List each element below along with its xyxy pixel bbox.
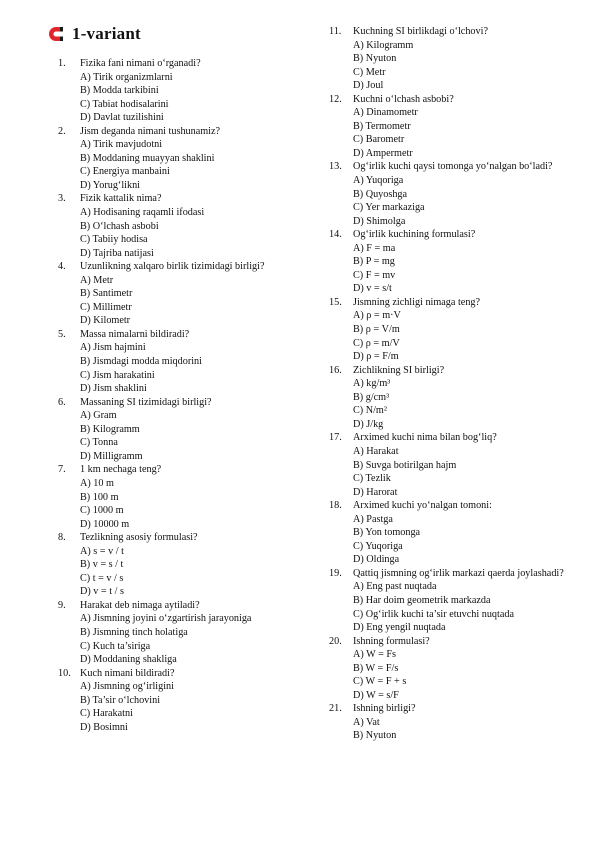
answer-option: C) Jism harakatini: [80, 369, 155, 381]
answer-option: A) Vat: [353, 716, 380, 728]
answer-option: A) Dinamometr: [353, 107, 418, 119]
answer-option: D) Davlat tuzilishini: [80, 112, 164, 124]
question-row: [329, 160, 579, 174]
answer-option: A) Jism hajmini: [80, 342, 146, 354]
answer-option: C) 1000 m: [80, 505, 124, 517]
answer-option: B) Yon tomonga: [353, 527, 421, 539]
question-row: [329, 228, 579, 242]
question-number: 8.: [58, 532, 66, 544]
question-number: 18.: [329, 500, 342, 512]
question-number: 6.: [58, 396, 66, 408]
question-row: [329, 567, 579, 581]
answer-option: B) 100 m: [80, 491, 119, 503]
answer-option: D) Yorug‘likni: [80, 179, 140, 191]
question-number: 16.: [329, 364, 342, 376]
question-item: [58, 396, 308, 464]
question-row: [329, 25, 579, 39]
question-number: 19.: [329, 567, 342, 579]
question-row: [58, 125, 308, 139]
answer-option: A) ρ = m·V: [353, 310, 401, 322]
question-item: [329, 499, 579, 567]
answer-option: D) J/kg: [353, 418, 384, 430]
answer-option: C) Tezlik: [353, 473, 391, 485]
question-text: Kuchning SI birlikdagi o‘lchovi?: [353, 26, 488, 37]
answer-option: B) P = mg: [353, 256, 395, 268]
question-text: 1 km nechaga teng?: [80, 464, 162, 476]
answer-option: A) W = Fs: [353, 649, 397, 661]
answer-option: A) Yuqoriga: [353, 175, 404, 187]
question-text: Fizika fani nimani o‘rganadi?: [80, 58, 201, 69]
answer-option: A) F = ma: [353, 242, 396, 254]
right-column: [329, 25, 579, 743]
answer-option: C) Tonna: [80, 437, 118, 449]
question-item: [329, 567, 579, 635]
answer-option: B) Har doim geometrik markazda: [353, 594, 491, 606]
question-item: [329, 431, 579, 499]
question-text: Og‘irlik kuchining formulasi?: [353, 229, 476, 241]
question-number: 5.: [58, 328, 66, 340]
answer-option: D) Moddaning shakliga: [80, 654, 177, 666]
question-row: [58, 260, 308, 274]
answer-option: B) Suvga botirilgan hajm: [353, 459, 457, 471]
question-text: Og‘irlik kuchi qaysi tomonga yo‘nalgan bo‘ladi?: [353, 161, 553, 173]
question-item: [58, 260, 308, 328]
answer-option: B) v = s / t: [80, 559, 124, 571]
question-row: [58, 463, 308, 477]
question-item: [58, 57, 308, 125]
question-item: [58, 463, 308, 531]
answer-option: B) W = F/s: [353, 662, 399, 674]
question-number: 12.: [329, 93, 342, 105]
answer-option: C) W = F + s: [353, 676, 407, 688]
answer-option: B) Moddaning muayyan shaklini: [80, 152, 215, 164]
answer-option: B) Santimetr: [80, 288, 133, 300]
answer-option: C) N/m²: [353, 405, 387, 417]
question-row: [58, 57, 308, 71]
question-row: [58, 192, 308, 206]
question-number: 17.: [329, 432, 342, 444]
question-number: 9.: [58, 599, 66, 611]
answer-option: A) Jismning og‘irligini: [80, 681, 174, 693]
answer-option: C) Harakatni: [80, 708, 133, 720]
question-number: 10.: [58, 667, 71, 679]
magnet-logo-icon: [46, 24, 66, 44]
answer-option: C) Metr: [353, 66, 386, 78]
question-row: [58, 328, 308, 342]
answer-option: B) g/cm³: [353, 391, 390, 403]
answer-option: A) Metr: [80, 274, 114, 286]
answer-option: C) Yuqoriga: [353, 540, 403, 552]
answer-option: B) Nyuton: [353, 53, 397, 65]
question-item: [58, 125, 308, 193]
answer-option: D) ρ = F/m: [353, 351, 399, 363]
answer-option: B) Modda tarkibini: [80, 85, 159, 97]
answer-option: B) Jismning tinch holatiga: [80, 626, 188, 638]
question-item: [329, 635, 579, 703]
answer-option: C) Millimetr: [80, 301, 132, 313]
question-row: [329, 702, 579, 716]
answer-option: D) v = t / s: [80, 586, 124, 598]
question-text: Kuchni o‘lchash asbobi?: [353, 93, 454, 105]
question-text: Massaning SI tizimidagi birligi?: [80, 396, 212, 408]
question-text: Tezlikning asosiy formulasi?: [80, 532, 198, 544]
answer-option: C) Barometr: [353, 134, 405, 146]
answer-option: A) kg/m³: [353, 378, 391, 390]
answer-option: D) 10000 m: [80, 518, 130, 530]
answer-option: A) Eng past nuqtada: [353, 581, 437, 593]
answer-option: C) F = mv: [353, 269, 396, 281]
answer-option: A) Pastga: [353, 513, 393, 525]
answer-option: A) Hodisaning raqamli ifodasi: [80, 207, 205, 219]
question-text: Massa nimalarni bildiradi?: [80, 328, 190, 340]
question-row: [329, 93, 579, 107]
question-item: [58, 667, 308, 735]
question-item: [329, 364, 579, 432]
answer-option: D) v = s/t: [353, 283, 392, 295]
question-text: Ishning formulasi?: [353, 635, 430, 647]
question-row: [329, 635, 579, 649]
answer-option: A) Tirik organizmlarni: [80, 71, 173, 83]
answer-option: A) s = v / t: [80, 545, 124, 557]
answer-option: B) Termometr: [353, 120, 411, 132]
answer-option: C) Og‘irlik kuchi ta’sir etuvchi nuqtada: [353, 608, 514, 620]
question-text: Arximed kuchi nima bilan bog‘liq?: [353, 432, 497, 444]
question-text: Ishning birligi?: [353, 703, 416, 715]
question-text: Harakat deb nimaga aytiladi?: [80, 599, 200, 611]
question-text: Qattiq jismning og‘irlik markazi qaerda joylashadi?: [353, 567, 564, 579]
answer-option: A) Tirik mavjudotni: [80, 139, 163, 151]
question-row: [58, 531, 308, 545]
question-text: Kuch nimani bildiradi?: [80, 667, 175, 679]
question-row: [329, 296, 579, 310]
question-row: [58, 599, 308, 613]
answer-option: C) Kuch ta’siriga: [80, 640, 151, 652]
answer-option: D) W = s/F: [353, 689, 399, 701]
question-item: [329, 228, 579, 296]
answer-option: C) ρ = m/V: [353, 337, 400, 349]
answer-option: B) Jismdagi modda miqdorini: [80, 356, 202, 368]
question-item: [329, 25, 579, 93]
question-text: Jismning zichligi nimaga teng?: [353, 296, 481, 308]
question-item: [58, 328, 308, 396]
answer-option: C) t = v / s: [80, 572, 124, 584]
answer-option: D) Bosimni: [80, 721, 128, 733]
question-text: Uzunlikning xalqaro birlik tizimidagi birligi?: [80, 261, 265, 273]
answer-option: C) Tabiiy hodisa: [80, 234, 148, 246]
answer-option: A) Jismning joyini o‘zgartirish jarayoniga: [80, 613, 252, 625]
question-number: 7.: [58, 464, 66, 476]
question-row: [329, 431, 579, 445]
answer-option: D) Shimolga: [353, 215, 406, 227]
question-row: [58, 396, 308, 410]
answer-option: A) Kilogramm: [353, 39, 414, 51]
question-row: [329, 364, 579, 378]
answer-option: D) Tajriba natijasi: [80, 247, 154, 259]
left-column: [58, 57, 308, 734]
question-text: Jism deganda nimani tushunamiz?: [80, 125, 221, 137]
question-item: [329, 93, 579, 161]
answer-option: C) Yer markaziga: [353, 202, 425, 214]
answer-option: D) Eng yengil nuqtada: [353, 622, 446, 634]
page-title: 1-variant: [72, 24, 141, 43]
question-number: 14.: [329, 229, 342, 241]
question-number: 3.: [58, 193, 66, 205]
header: [46, 22, 141, 46]
answer-option: D) Kilometr: [80, 315, 131, 327]
answer-option: A) Harakat: [353, 445, 399, 457]
question-number: 15.: [329, 296, 342, 308]
answer-option: B) O‘lchash asbobi: [80, 220, 159, 232]
question-number: 11.: [329, 26, 342, 37]
answer-option: D) Ampermetr: [353, 147, 413, 159]
question-number: 20.: [329, 635, 342, 647]
answer-option: D) Oldinga: [353, 554, 400, 566]
question-number: 13.: [329, 161, 342, 173]
question-number: 2.: [58, 125, 66, 137]
answer-option: B) Nyuton: [353, 730, 397, 742]
answer-option: C) Energiya manbaini: [80, 166, 170, 178]
question-text: Arximed kuchi yo‘nalgan tomoni:: [353, 500, 492, 512]
answer-option: B) Kilogramm: [80, 423, 140, 435]
answer-option: A) Gram: [80, 410, 117, 422]
question-row: [329, 499, 579, 513]
answer-option: A) 10 m: [80, 477, 114, 489]
question-row: [58, 667, 308, 681]
question-item: [329, 296, 579, 364]
question-item: [58, 599, 308, 667]
answer-option: D) Jism shaklini: [80, 383, 147, 395]
question-item: [58, 192, 308, 260]
answer-option: C) Tabiat hodisalarini: [80, 98, 169, 110]
question-item: [58, 531, 308, 599]
answer-option: B) ρ = V/m: [353, 324, 400, 336]
question-item: [329, 160, 579, 228]
question-text: Fizik kattalik nima?: [80, 193, 162, 205]
answer-option: D) Joul: [353, 80, 384, 92]
question-item: [329, 702, 579, 743]
answer-option: D) Milligramm: [80, 450, 143, 462]
question-number: 4.: [58, 261, 66, 273]
answer-option: B) Ta’sir o‘lchovini: [80, 694, 161, 706]
question-number: 1.: [58, 58, 66, 69]
question-number: 21.: [329, 703, 342, 715]
answer-option: D) Harorat: [353, 486, 398, 498]
answer-option: B) Quyoshga: [353, 188, 408, 200]
question-text: Zichlikning SI birligi?: [353, 364, 445, 376]
